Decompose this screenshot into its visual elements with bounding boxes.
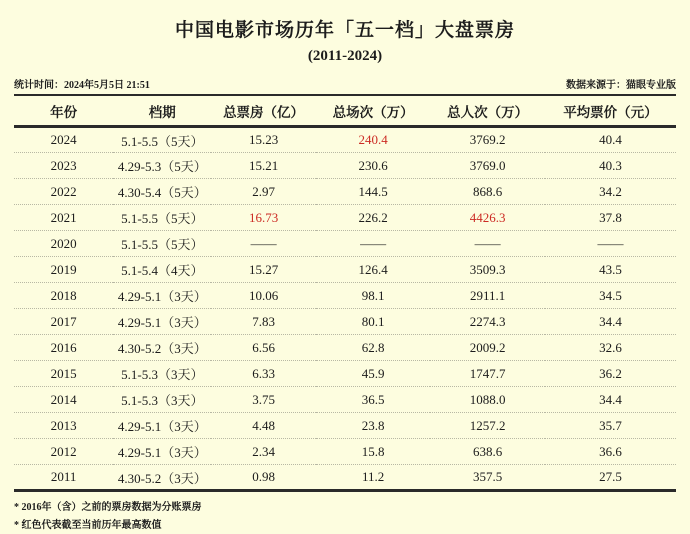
cell-2011-admissions: 357.5 bbox=[430, 465, 545, 491]
cell-2022-period: 4.30-5.4（5天） bbox=[113, 179, 211, 205]
cell-2017-gross: 7.83 bbox=[211, 309, 316, 335]
cell-2022-avg_price: 34.2 bbox=[545, 179, 676, 205]
cell-2022-year: 2022 bbox=[14, 179, 113, 205]
table-row-2013 bbox=[14, 413, 676, 439]
cell-2022-sessions: 144.5 bbox=[316, 179, 431, 205]
cell-2016-gross: 6.56 bbox=[211, 335, 316, 361]
cell-2013-gross: 4.48 bbox=[211, 413, 316, 439]
cell-2015-avg_price: 36.2 bbox=[545, 361, 676, 387]
cell-2011-gross: 0.98 bbox=[211, 465, 316, 491]
cell-2023-avg_price: 40.3 bbox=[545, 153, 676, 179]
cell-2014-sessions: 36.5 bbox=[316, 387, 431, 413]
cell-2014-period: 5.1-5.3（3天） bbox=[113, 387, 211, 413]
cell-2016-admissions: 2009.2 bbox=[430, 335, 545, 361]
meta-row bbox=[14, 76, 676, 96]
cell-2020-year: 2020 bbox=[14, 231, 113, 257]
cell-2018-period: 4.29-5.1（3天） bbox=[113, 283, 211, 309]
cell-2021-year: 2021 bbox=[14, 205, 113, 231]
cell-2017-sessions: 80.1 bbox=[316, 309, 431, 335]
table-row-2017 bbox=[14, 309, 676, 335]
cell-2018-gross: 10.06 bbox=[211, 283, 316, 309]
cell-2017-admissions: 2274.3 bbox=[430, 309, 545, 335]
table-row-2024 bbox=[14, 127, 676, 153]
cell-2021-gross: 16.73 bbox=[211, 205, 316, 231]
cell-2024-admissions: 3769.2 bbox=[430, 127, 545, 153]
footnote-red-legend: * 红色代表截至当前历年最高数值 bbox=[14, 517, 676, 534]
footnote-split-boxoffice: * 2016年（含）之前的票房数据为分账票房 bbox=[14, 499, 676, 517]
column-header-4: 总人次（万） bbox=[430, 96, 545, 127]
cell-2024-period: 5.1-5.5（5天） bbox=[113, 127, 211, 153]
cell-2023-period: 4.29-5.3（5天） bbox=[113, 153, 211, 179]
cell-2014-admissions: 1088.0 bbox=[430, 387, 545, 413]
cell-2023-sessions: 230.6 bbox=[316, 153, 431, 179]
data-source-label: 数据来源于：猫眼专业版 bbox=[566, 76, 676, 91]
cell-2019-period: 5.1-5.4（4天） bbox=[113, 257, 211, 283]
cell-2013-sessions: 23.8 bbox=[316, 413, 431, 439]
cell-2023-gross: 15.21 bbox=[211, 153, 316, 179]
cell-2017-period: 4.29-5.1（3天） bbox=[113, 309, 211, 335]
table-header-row bbox=[14, 96, 676, 127]
cell-2012-gross: 2.34 bbox=[211, 439, 316, 465]
table-row-2015 bbox=[14, 361, 676, 387]
cell-2014-avg_price: 34.4 bbox=[545, 387, 676, 413]
cell-2020-avg_price: —— bbox=[545, 231, 676, 257]
cell-2020-sessions: —— bbox=[316, 231, 431, 257]
footnotes bbox=[14, 499, 676, 534]
cell-2013-period: 4.29-5.1（3天） bbox=[113, 413, 211, 439]
cell-2021-admissions: 4426.3 bbox=[430, 205, 545, 231]
table-row-2021 bbox=[14, 205, 676, 231]
cell-2023-year: 2023 bbox=[14, 153, 113, 179]
cell-2018-year: 2018 bbox=[14, 283, 113, 309]
stat-time-label: 统计时间：2024年5月5日 21:51 bbox=[14, 76, 150, 91]
cell-2022-admissions: 868.6 bbox=[430, 179, 545, 205]
cell-2021-avg_price: 37.8 bbox=[545, 205, 676, 231]
cell-2013-year: 2013 bbox=[14, 413, 113, 439]
cell-2017-year: 2017 bbox=[14, 309, 113, 335]
cell-2019-gross: 15.27 bbox=[211, 257, 316, 283]
cell-2024-avg_price: 40.4 bbox=[545, 127, 676, 153]
cell-2017-avg_price: 34.4 bbox=[545, 309, 676, 335]
cell-2014-year: 2014 bbox=[14, 387, 113, 413]
table-row-2016 bbox=[14, 335, 676, 361]
cell-2018-admissions: 2911.1 bbox=[430, 283, 545, 309]
cell-2021-sessions: 226.2 bbox=[316, 205, 431, 231]
cell-2013-avg_price: 35.7 bbox=[545, 413, 676, 439]
cell-2015-period: 5.1-5.3（3天） bbox=[113, 361, 211, 387]
cell-2014-gross: 3.75 bbox=[211, 387, 316, 413]
cell-2021-period: 5.1-5.5（5天） bbox=[113, 205, 211, 231]
cell-2019-sessions: 126.4 bbox=[316, 257, 431, 283]
cell-2016-period: 4.30-5.2（3天） bbox=[113, 335, 211, 361]
cell-2015-gross: 6.33 bbox=[211, 361, 316, 387]
cell-2019-avg_price: 43.5 bbox=[545, 257, 676, 283]
cell-2012-year: 2012 bbox=[14, 439, 113, 465]
cell-2012-period: 4.29-5.1（3天） bbox=[113, 439, 211, 465]
cell-2012-admissions: 638.6 bbox=[430, 439, 545, 465]
cell-2015-sessions: 45.9 bbox=[316, 361, 431, 387]
cell-2024-sessions: 240.4 bbox=[316, 127, 431, 153]
cell-2020-period: 5.1-5.5（5天） bbox=[113, 231, 211, 257]
cell-2016-year: 2016 bbox=[14, 335, 113, 361]
cell-2013-admissions: 1257.2 bbox=[430, 413, 545, 439]
table-row-2023 bbox=[14, 153, 676, 179]
column-header-0: 年份 bbox=[14, 96, 113, 127]
cell-2015-admissions: 1747.7 bbox=[430, 361, 545, 387]
cell-2011-period: 4.30-5.2（3天） bbox=[113, 465, 211, 491]
cell-2020-gross: —— bbox=[211, 231, 316, 257]
table-row-2020 bbox=[14, 231, 676, 257]
page-title: 中国电影市场历年「五一档」大盘票房 bbox=[0, 0, 690, 42]
cell-2012-sessions: 15.8 bbox=[316, 439, 431, 465]
column-header-2: 总票房（亿） bbox=[211, 96, 316, 127]
cell-2011-sessions: 11.2 bbox=[316, 465, 431, 491]
table-row-2022 bbox=[14, 179, 676, 205]
cell-2024-gross: 15.23 bbox=[211, 127, 316, 153]
boxoffice-table bbox=[14, 96, 676, 492]
cell-2016-sessions: 62.8 bbox=[316, 335, 431, 361]
cell-2023-admissions: 3769.0 bbox=[430, 153, 545, 179]
cell-2016-avg_price: 32.6 bbox=[545, 335, 676, 361]
cell-2019-year: 2019 bbox=[14, 257, 113, 283]
cell-2018-sessions: 98.1 bbox=[316, 283, 431, 309]
page-subtitle: (2011-2024) bbox=[0, 48, 690, 65]
cell-2020-admissions: —— bbox=[430, 231, 545, 257]
cell-2011-avg_price: 27.5 bbox=[545, 465, 676, 491]
cell-2011-year: 2011 bbox=[14, 465, 113, 491]
table-row-2019 bbox=[14, 257, 676, 283]
cell-2018-avg_price: 34.5 bbox=[545, 283, 676, 309]
cell-2012-avg_price: 36.6 bbox=[545, 439, 676, 465]
column-header-1: 档期 bbox=[113, 96, 211, 127]
cell-2024-year: 2024 bbox=[14, 127, 113, 153]
table-row-2018 bbox=[14, 283, 676, 309]
table-row-2012 bbox=[14, 439, 676, 465]
cell-2022-gross: 2.97 bbox=[211, 179, 316, 205]
column-header-3: 总场次（万） bbox=[316, 96, 431, 127]
table-row-2011 bbox=[14, 465, 676, 491]
column-header-5: 平均票价（元） bbox=[545, 96, 676, 127]
cell-2019-admissions: 3509.3 bbox=[430, 257, 545, 283]
table-row-2014 bbox=[14, 387, 676, 413]
cell-2015-year: 2015 bbox=[14, 361, 113, 387]
